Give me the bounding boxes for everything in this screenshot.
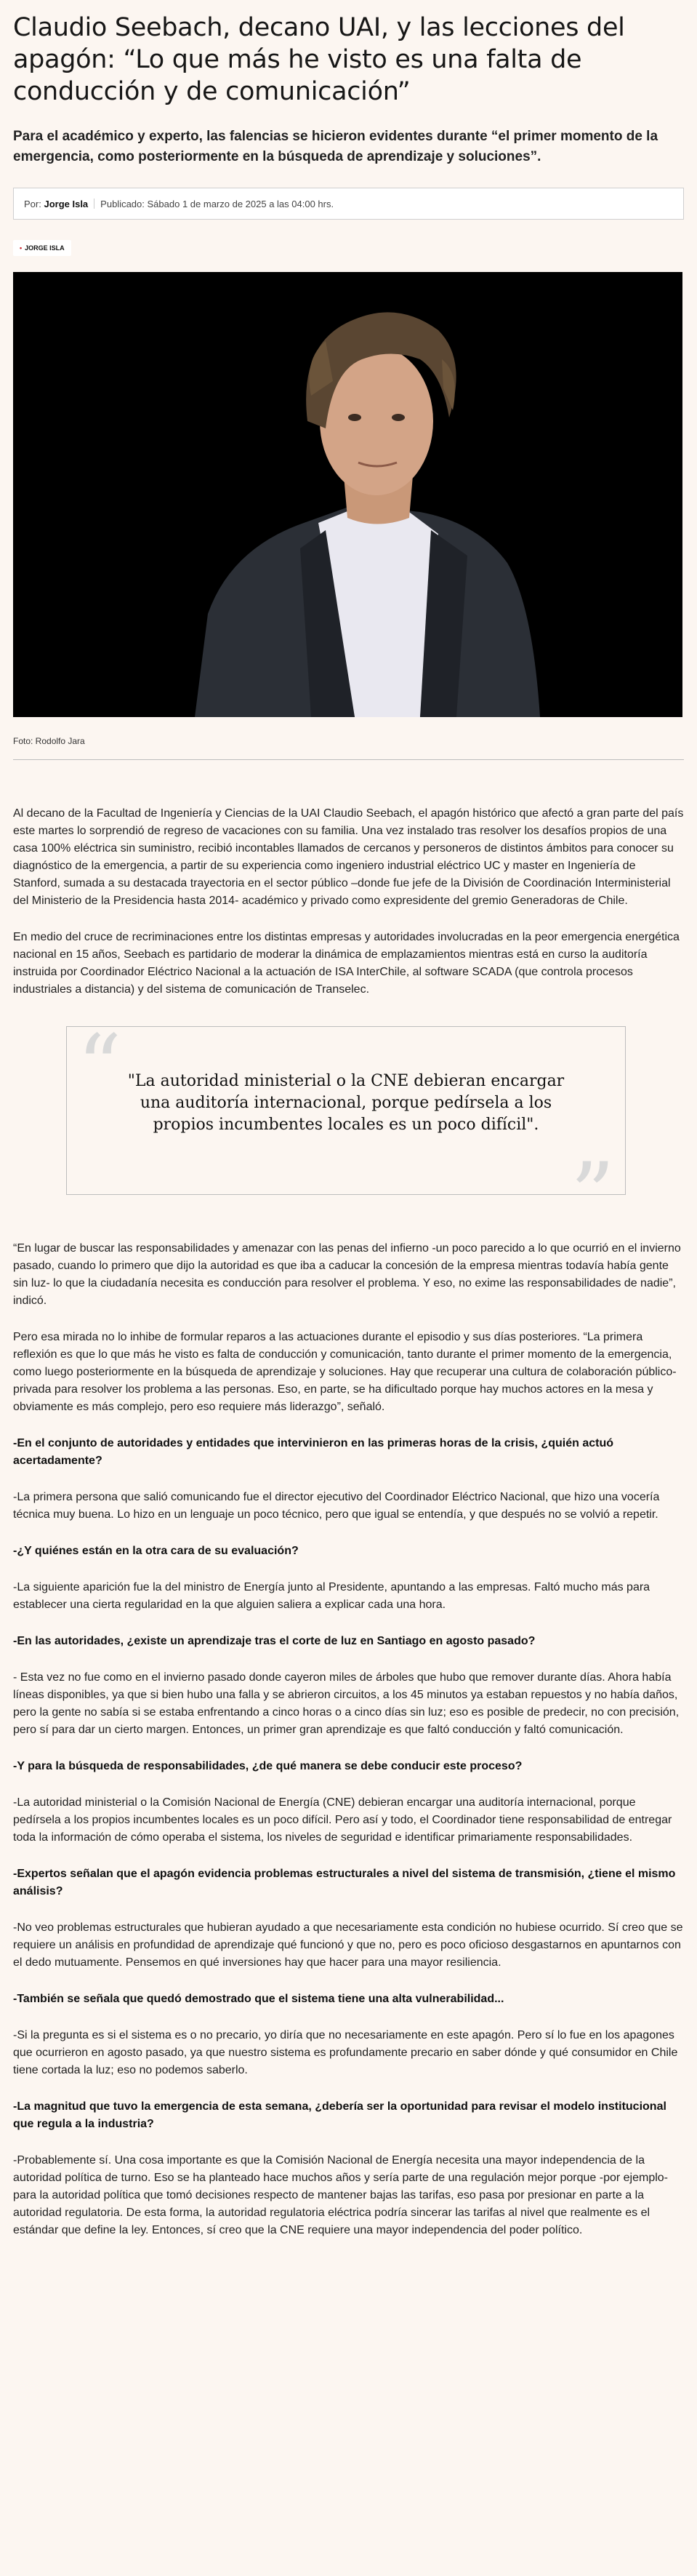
article-photo: [13, 272, 682, 717]
paragraph: -La primera persona que salió comunicando fue el director ejecutivo del Coordinador Eléctrico Nacional, que hizo una vocería técnica muy buena. Lo hizo en un lenguaje un poco técnico, pero que igual se entendía, y que después no se volvió a repetir.: [13, 1491, 660, 1521]
pull-quote: [66, 1017, 626, 1246]
published-date: Sábado 1 de marzo de 2025 a las 04:00 hrs.: [147, 198, 334, 209]
author-link[interactable]: Jorge Isla: [44, 198, 89, 209]
paragraph: “En lugar de buscar las responsabilidades y amenazar con las penas del infierno -un poco parecido a lo que ocurrió en el invierno pasado, cuando lo primero que dijo la autoridad es que iba a caducar la concesión de la empresa mientras todavía había gente sin luz- lo que la ciudadanía necesita es conducción para resolver el problema. Y eso, no exime las responsabilidades de nadie”, indicó.: [13, 1242, 681, 1307]
tag-label: JORGE ISLA: [25, 244, 65, 252]
interview-question: -Expertos señalan que el apagón evidencia problemas estructurales a nivel del sistema de transmisión, ¿tiene el mismo análisis?: [13, 1868, 676, 1897]
article-body: [13, 805, 684, 2239]
article: [0, 12, 697, 2239]
paragraph: -No veo problemas estructurales que hubieran ayudado a que necesariamente esta condición no hubiese ocurrido. Sí creo que se requiere un análisis en profundidad de aprendizaje qué funcionó y que no, pero es poco oficioso desgastarnos en apuntarnos con el dedo mutuamente. Pensemos en qué inversiones hay que hacer para una mayor resiliencia.: [13, 1921, 683, 1969]
paragraph: -Si la pregunta es si el sistema es o no precario, yo diría que no necesariamente en este apagón. Pero sí lo fue en los apagones que ocurrieron en agosto pasado, ya que nuestro sistema es profundamente precario en saber dónde y qué consumidor en Chile tiene cortada la luz; eso no podemos saberlo.: [13, 2029, 678, 2076]
author-label: Por:: [24, 198, 41, 209]
tag-dot-icon: •: [20, 244, 23, 252]
interview-question: -Y para la búsqueda de responsabilidades, ¿de qué manera se debe conducir este proceso?: [13, 1760, 523, 1772]
interview-question: -¿Y quiénes están en la otra cara de su evaluación?: [13, 1545, 299, 1557]
article-body-continued: [13, 1240, 684, 2239]
paragraph: - Esta vez no fue como en el invierno pasado donde cayeron miles de árboles que hubo que remover durante días. Ahora había líneas disponibles, ya que si bien hubo una falla y se abrieron circuitos, a los 45 minutos ya estaban repuestos y no había daños, pero la gente no sabía si se estaba enfrentando a cinco horas o a cinco días sin luz; eso es posible de predecir, no con precisión, pero sí para dar un cierto margen. Entonces, un primer gran aprendizaje es que faltó conducción y faltó comunicación.: [13, 1671, 680, 1736]
paragraph: -Probablemente sí. Una cosa importante es que la Comisión Nacional de Energía necesita una mayor independencia de la autoridad política de turno. Eso se ha planteado hace muchos años y sería parte de una regulación mejor porque -por ejemplo- para la autoridad política que tomó decisiones respecto de mantener bajas las tarifas, eso pasa por presionar en parte a la autoridad regulatoria. De esta forma, la autoridad regulatoria eléctrica podría sincerar las tarifas al nivel que realmente es el estándar que define la ley. Entonces, sí creo que la CNE requiere una mayor independencia del poder político.: [13, 2154, 668, 2236]
pull-quote-text: "La autoridad ministerial o la CNE debieran encargar una auditoría internacional, porque pedírsela a los propios incumbentes locales es un poco difícil".: [127, 1072, 565, 1134]
paragraph: -La autoridad ministerial o la Comisión Nacional de Energía (CNE) debieran encargar una auditoría internacional, porque pedírsela a los propios incumbentes locales es un poco difícil. Pero así y todo, el Coordinador tiene responsabilidad de entregar toda la información de cómo operaba el sistema, los niveles de seguridad e identificar primariamente responsabilidades.: [13, 1796, 672, 1844]
paragraph: En medio del cruce de recriminaciones entre los distintas empresas y autoridades involucradas en la peor emergencia energética nacional en 15 años, Seebach es partidario de moderar la dinámica de emplazamientos mientras está en curso la auditoría instruida por Coordinador Eléctrico Nacional a la actuación de ISA InterChile, al software SCADA (que controla procesos industriales a distancia) y del sistema de comunicación de Transelec.: [13, 931, 680, 996]
interview-question: -En el conjunto de autoridades y entidades que intervinieron en las primeras horas de la crisis, ¿quién actuó acertadamente?: [13, 1437, 613, 1467]
interview-question: -En las autoridades, ¿existe un aprendizaje tras el corte de luz en Santiago en agosto pasado?: [13, 1635, 536, 1647]
interview-question: -La magnitud que tuvo la emergencia de esta semana, ¿debería ser la oportunidad para revisar el modelo institucional que regula a la industria?: [13, 2100, 666, 2130]
article-title: Claudio Seebach, decano UAI, y las lecciones del apagón: “Lo que más he visto es una falta de conducción y de comunicación”: [13, 13, 625, 106]
portrait-image: [13, 272, 682, 717]
article-lead: Para el académico y experto, las falencias se hicieron evidentes durante “el primer momento de la emergencia, como posteriormente en la búsqueda de aprendizaje y soluciones”.: [13, 129, 658, 164]
quote-close-icon: ”: [570, 1145, 615, 1246]
paragraph: Al decano de la Facultad de Ingeniería y Ciencias de la UAI Claudio Seebach, el apagón histórico que afectó a gran parte del país este martes lo sorprendió de regreso de vacaciones con su familia. Una vez instalado tras resolver los desafíos propios de una casa 100% eléctrica sin suministro, recibió incontables llamados de cercanos y personeros de distintos ámbitos para conocer su diagnóstico de la emergencia, a partir de su experiencia como ingeniero industrial eléctrico UC y master en Ingeniería de Stanford, sumada a su destacada trayectoria en el sector público –donde fue jefe de la División de Coordinación Interministerial del Ministerio de la Presidencia hasta 2014- académico y privado como expresidente del gremio Generadoras de Chile.: [13, 807, 684, 907]
article-meta: [13, 188, 684, 220]
author-tag[interactable]: [13, 240, 71, 256]
quote-open-icon: “: [77, 1017, 122, 1118]
photo-caption: Foto: Rodolfo Jara: [13, 736, 85, 746]
interview-question: -También se señala que quedó demostrado que el sistema tiene una alta vulnerabilidad...: [13, 1993, 504, 2005]
paragraph: Pero esa mirada no lo inhibe de formular reparos a las actuaciones durante el episodio y sus días posteriores. “La primera reflexión es que lo que más he visto es falta de conducción y comunicación, tanto durante el primer momento de la emergencia, como luego posteriormente en la búsqueda de aprendizaje y soluciones. Hay que recuperar una cultura de colaboración público-privada para resolver los problema a las personas. Eso, en parte, se ha dificultado porque hay muchos actores en la mesa y obviamente es más complejo, pero eso requiere más liderazgo”, señaló.: [13, 1331, 677, 1413]
published-label: Publicado:: [100, 198, 145, 209]
caption-divider: [13, 759, 684, 760]
paragraph: -La siguiente aparición fue la del ministro de Energía junto al Presidente, apuntando a las empresas. Faltó mucho más para establecer una cierta regularidad en la que alguien saliera a explicar cada una hora.: [13, 1581, 650, 1611]
